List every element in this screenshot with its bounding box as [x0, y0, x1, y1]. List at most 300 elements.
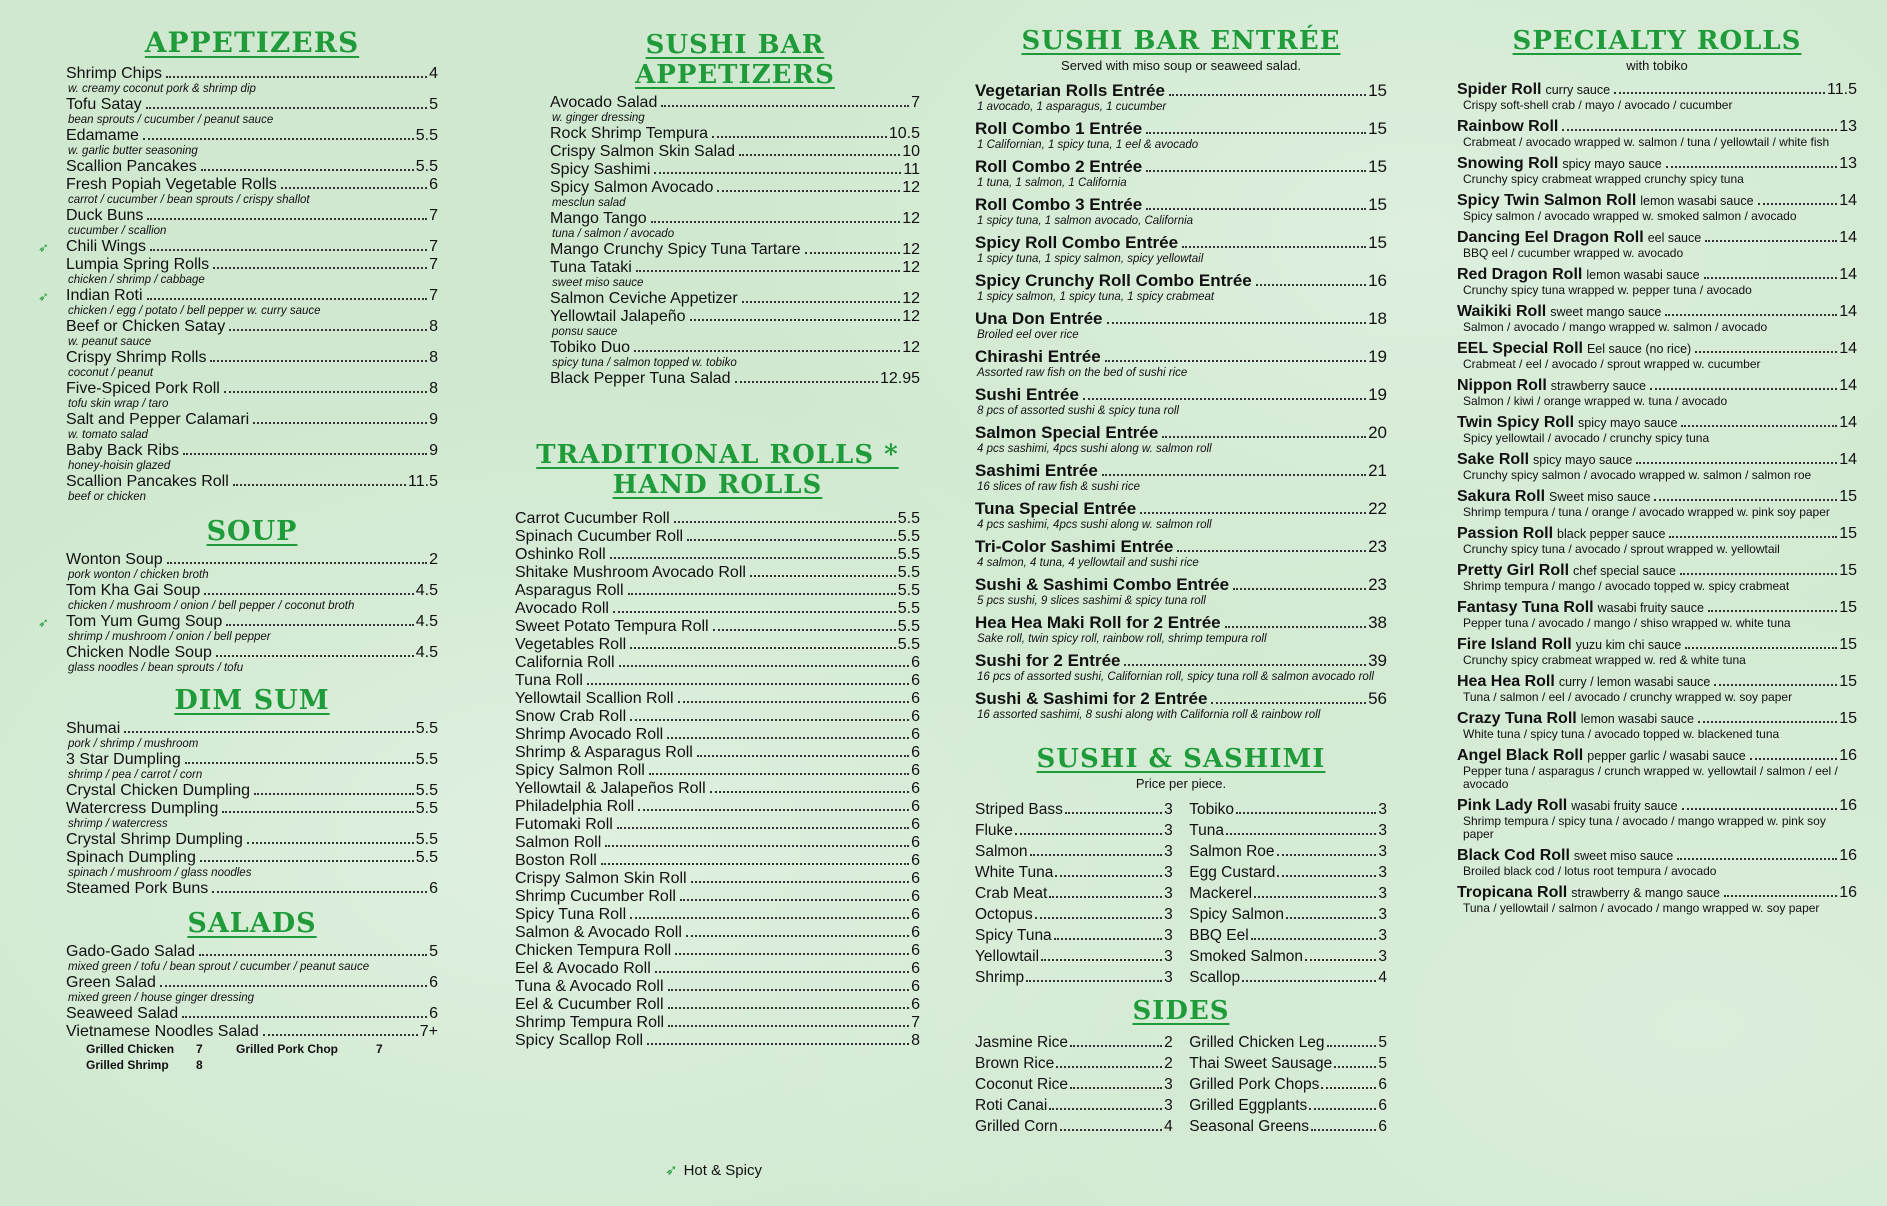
- item-price: 7+: [419, 1023, 438, 1040]
- menu-item: [975, 1032, 1173, 1053]
- dot-leader: [697, 755, 909, 757]
- menu-item: [975, 499, 1387, 532]
- item-name: Shrimp: [975, 969, 1025, 986]
- item-row: [975, 904, 1173, 925]
- item-price: 10: [902, 143, 920, 160]
- menu-item: [975, 799, 1173, 820]
- sushi-sashimi-left: [975, 799, 1173, 988]
- item-row: [1189, 1074, 1387, 1095]
- dot-leader: [1685, 647, 1837, 649]
- item-price: 5.5: [415, 831, 438, 848]
- item-row: [975, 575, 1387, 595]
- dot-leader: [1026, 980, 1162, 982]
- item-row: [975, 1032, 1173, 1053]
- dimsum-list: [66, 720, 438, 898]
- chili-icon: ➶: [38, 615, 49, 630]
- item-price: 3: [1164, 1076, 1173, 1093]
- item-sauce: lemon wasabi sauce: [1640, 194, 1754, 208]
- item-price: 5.5: [897, 636, 920, 653]
- item-name: Yellowtail Jalapeño: [550, 308, 686, 325]
- appetizers-list: [38, 65, 438, 504]
- extra-label: Grilled Chicken: [86, 1042, 175, 1056]
- menu-item: [1189, 946, 1387, 967]
- item-price: 6: [911, 672, 920, 689]
- item-row: [66, 1023, 438, 1041]
- menu-item: [975, 575, 1387, 608]
- item-sauce: black pepper sauce: [1557, 527, 1666, 541]
- item-row: [975, 157, 1387, 177]
- item-row: [1457, 636, 1857, 654]
- dot-leader: [253, 422, 427, 424]
- item-row: [1457, 710, 1857, 728]
- item-row: [1189, 799, 1387, 820]
- item-name: Tuna & Avocado Roll: [515, 978, 664, 995]
- menu-item: [515, 906, 920, 924]
- item-row: [1189, 925, 1387, 946]
- item-price: 6: [911, 762, 920, 779]
- item-name: Snowing Roll: [1457, 155, 1559, 172]
- dot-leader: [630, 719, 909, 721]
- item-name: Una Don Entrée: [975, 309, 1103, 328]
- menu-item: [515, 852, 920, 870]
- item-price: 16: [1368, 271, 1387, 290]
- item-name: Crispy Salmon Skin Salad: [550, 143, 735, 160]
- column-4: [1457, 0, 1857, 1206]
- item-name: Sushi for 2 Entrée: [975, 651, 1121, 670]
- item-name: Mackerel: [1189, 885, 1253, 902]
- item-description: Crabmeat / eel / avocado / sprout wrapped w. cucumber: [1463, 357, 1761, 371]
- item-price: 14: [1839, 451, 1857, 468]
- item-price: 6: [911, 654, 920, 671]
- item-price: 4.5: [415, 582, 438, 599]
- menu-item: [515, 960, 920, 978]
- item-row: [975, 841, 1173, 862]
- item-row: [975, 233, 1387, 253]
- menu-item: [550, 161, 920, 179]
- item-price: 8: [911, 1032, 920, 1049]
- dot-leader: [587, 683, 909, 685]
- item-row: [550, 125, 920, 143]
- dot-leader: [1105, 360, 1366, 362]
- extra-price: 7: [196, 1042, 203, 1056]
- item-name: Tuna Roll: [515, 672, 583, 689]
- item-name: Fluke: [975, 822, 1013, 839]
- menu-item: [975, 925, 1173, 946]
- item-row: [66, 158, 438, 176]
- menu-item: [1457, 747, 1857, 791]
- menu-item: [66, 207, 438, 238]
- menu-item: [550, 210, 920, 241]
- item-row: [515, 924, 920, 942]
- item-description: White tuna / spicy tuna / avocado topped w. blackened tuna: [1463, 727, 1780, 741]
- dot-leader: [143, 138, 414, 140]
- item-price: 7: [429, 256, 438, 273]
- soup-heading: SOUP: [206, 516, 298, 547]
- item-price: 12: [902, 339, 920, 356]
- dot-leader: [610, 557, 896, 559]
- item-name: Crispy Shrimp Rolls: [66, 349, 207, 366]
- item-row: [550, 94, 920, 112]
- dot-leader: [1286, 917, 1376, 919]
- item-name: Wonton Soup: [66, 551, 163, 568]
- item-description: chicken / mushroom / onion / bell pepper / coconut broth: [68, 600, 355, 612]
- menu-item: [1457, 488, 1857, 519]
- item-row: [515, 672, 920, 690]
- item-price: 6: [911, 960, 920, 977]
- item-name: Sweet Potato Tempura Roll: [515, 618, 709, 635]
- item-price: 5.5: [897, 546, 920, 563]
- item-name: Chicken Tempura Roll: [515, 942, 672, 959]
- item-price: 5: [1378, 1034, 1387, 1051]
- menu-item: [66, 551, 438, 582]
- item-name: Coconut Rice: [975, 1076, 1069, 1093]
- item-name: Salmon: [975, 843, 1028, 860]
- item-description: 1 avocado, 1 asparagus, 1 cucumber: [977, 101, 1167, 113]
- item-description: shrimp / pea / carrot / corn: [68, 769, 203, 781]
- item-description: spicy tuna / salmon topped w. tobiko: [552, 357, 737, 369]
- item-price: 11: [903, 161, 920, 178]
- item-row: [515, 546, 920, 564]
- item-description: pork / shrimp / mushroom: [68, 738, 199, 750]
- menu-item: [975, 537, 1387, 570]
- item-price: 3: [1164, 801, 1173, 818]
- item-price: 12.95: [879, 370, 920, 387]
- item-row: [975, 613, 1387, 633]
- item-price: 7: [911, 1014, 920, 1031]
- item-name: Vegetables Roll: [515, 636, 627, 653]
- menu-item: [66, 720, 438, 751]
- item-name: BBQ Eel: [1189, 927, 1249, 944]
- item-description: shrimp / watercress: [68, 818, 168, 830]
- dot-leader: [1242, 980, 1376, 982]
- item-name: Tuna Tataki: [550, 259, 632, 276]
- sushi-sashimi-grid: [975, 799, 1387, 988]
- item-name: Beef or Chicken Satay: [66, 318, 226, 335]
- item-row: [1189, 1053, 1387, 1074]
- item-price: 4: [1378, 969, 1387, 986]
- item-name: Tropicana Roll: [1457, 884, 1568, 901]
- dot-leader: [1060, 1129, 1162, 1131]
- item-price: 5.5: [415, 800, 438, 817]
- menu-item: [515, 1032, 920, 1050]
- dot-leader: [630, 917, 909, 919]
- item-price: 9: [429, 411, 438, 428]
- dot-leader: [1236, 812, 1376, 814]
- item-price: 4.5: [415, 644, 438, 661]
- item-row: [550, 161, 920, 179]
- item-name: Egg Custard: [1189, 864, 1276, 881]
- item-description: Salmon / kiwi / orange wrapped w. tuna / avocado: [1463, 394, 1728, 408]
- sides-left: [975, 1032, 1173, 1137]
- dot-leader: [1054, 938, 1162, 940]
- dot-leader: [1030, 854, 1163, 856]
- item-name: Crispy Salmon Skin Roll: [515, 870, 687, 887]
- item-row: [1457, 599, 1857, 617]
- column-2: [515, 0, 920, 1206]
- item-price: 2: [1164, 1055, 1173, 1072]
- item-sauce: spicy mayo sauce: [1562, 157, 1662, 171]
- sides-right: [1189, 1032, 1387, 1137]
- item-row: [515, 906, 920, 924]
- dimsum-heading: DIM SUM: [174, 685, 330, 716]
- item-price: 6: [1378, 1097, 1387, 1114]
- item-row: [975, 689, 1387, 709]
- item-row: [515, 582, 920, 600]
- item-row: [1457, 525, 1857, 543]
- menu-item: [515, 690, 920, 708]
- item-description: w. garlic butter seasoning: [68, 145, 198, 157]
- dot-leader: [630, 647, 896, 649]
- menu-item: [66, 974, 438, 1005]
- menu-item: [550, 259, 920, 290]
- item-price: 39: [1368, 651, 1387, 670]
- item-description: honey-hoisin glazed: [68, 460, 171, 472]
- item-row: [515, 1032, 920, 1050]
- item-description: Crunchy spicy tuna wrapped w. pepper tuna / avocado: [1463, 283, 1752, 297]
- item-description: chicken / egg / potato / bell pepper w. curry sauce: [68, 305, 321, 317]
- item-name: Black Cod Roll: [1457, 847, 1570, 864]
- menu-item: [975, 1095, 1173, 1116]
- item-description: Shrimp tempura / tuna / orange / avocado wrapped w. pink soy paper: [1463, 505, 1830, 519]
- menu-item: [66, 943, 438, 974]
- item-row: [550, 290, 920, 308]
- dot-leader: [1226, 833, 1376, 835]
- item-price: 3: [1378, 843, 1387, 860]
- item-sauce: spicy mayo sauce: [1533, 453, 1633, 467]
- item-description: 16 assorted sashimi, 8 sushi along with California roll & rainbow roll: [977, 709, 1321, 721]
- dot-leader: [146, 107, 427, 109]
- item-sauce: sweet mango sauce: [1550, 305, 1662, 319]
- item-description: 1 spicy salmon, 1 spicy tuna, 1 spicy crabmeat: [977, 291, 1215, 303]
- dot-leader: [182, 1016, 427, 1018]
- item-price: 5.5: [415, 127, 438, 144]
- item-row: [1457, 747, 1857, 765]
- menu-item: [550, 339, 920, 370]
- item-description: mesclun salad: [552, 197, 626, 209]
- item-price: 3: [1378, 906, 1387, 923]
- item-row: [975, 499, 1387, 519]
- item-price: 6: [911, 852, 920, 869]
- item-row: [1457, 673, 1857, 691]
- dot-leader: [712, 136, 887, 138]
- dot-leader: [1083, 398, 1366, 400]
- dot-leader: [1665, 314, 1837, 316]
- item-name: Brown Rice: [975, 1055, 1055, 1072]
- dot-leader: [1015, 833, 1162, 835]
- item-price: 6: [911, 798, 920, 815]
- item-name: Tri-Color Sashimi Entrée: [975, 537, 1174, 556]
- menu-item: [66, 831, 438, 849]
- dot-leader: [691, 881, 909, 883]
- menu-item: [1457, 673, 1857, 704]
- soup-list: [38, 551, 438, 675]
- menu-item: [66, 800, 438, 831]
- item-price: 15: [1368, 195, 1387, 214]
- item-name: Nippon Roll: [1457, 377, 1547, 394]
- item-price: 5.5: [415, 158, 438, 175]
- item-price: 5: [429, 96, 438, 113]
- item-name: Spicy Crunchy Roll Combo Entrée: [975, 271, 1252, 290]
- menu-item: [975, 1116, 1173, 1137]
- item-description: mixed green / tofu / bean sprout / cucumber / peanut sauce: [68, 961, 370, 973]
- dot-leader: [1680, 573, 1837, 575]
- dot-leader: [160, 985, 427, 987]
- menu-item: [66, 96, 438, 127]
- item-name: Gado-Gado Salad: [66, 943, 195, 960]
- item-price: 3: [1164, 927, 1173, 944]
- menu-item: [975, 157, 1387, 190]
- item-description: Sake roll, twin spicy roll, rainbow roll, shrimp tempura roll: [977, 633, 1267, 645]
- dot-leader: [224, 391, 427, 393]
- item-price: 13: [1839, 118, 1857, 135]
- menu-item: [66, 256, 438, 287]
- item-name: Green Salad: [66, 974, 156, 991]
- item-price: 2: [1164, 1034, 1173, 1051]
- item-sauce: chef special sauce: [1573, 564, 1676, 578]
- menu-item: [975, 862, 1173, 883]
- menu-item: [1457, 525, 1857, 556]
- item-name: Steamed Pork Buns: [66, 880, 209, 897]
- item-row: [515, 654, 920, 672]
- dot-leader: [1211, 702, 1366, 704]
- menu-item: [1189, 820, 1387, 841]
- item-name: Chicken Nodle Soup: [66, 644, 212, 661]
- dot-leader: [1650, 388, 1837, 390]
- dot-leader: [651, 221, 901, 223]
- dot-leader: [1146, 132, 1366, 134]
- menu-item: [1189, 1095, 1387, 1116]
- item-sauce: Eel sauce (no rice): [1586, 342, 1692, 356]
- item-price: 16: [1839, 747, 1857, 764]
- traditional-rolls-title-line1: TRADITIONAL ROLLS *: [536, 440, 899, 470]
- menu-item: [975, 81, 1387, 114]
- item-description: 1 Californian, 1 spicy tuna, 1 eel & avocado: [977, 139, 1199, 151]
- menu-item: [975, 119, 1387, 152]
- extra-price: 7: [376, 1042, 383, 1056]
- dot-leader: [1102, 474, 1366, 476]
- menu-item: [1189, 799, 1387, 820]
- menu-item: [515, 816, 920, 834]
- item-name: Fresh Popiah Vegetable Rolls: [66, 176, 277, 193]
- item-row: [1457, 451, 1857, 469]
- item-price: 6: [911, 870, 920, 887]
- item-price: 12: [902, 210, 920, 227]
- item-row: [1457, 562, 1857, 580]
- item-description: 1 tuna, 1 salmon, 1 California: [977, 177, 1127, 189]
- item-name: Grilled Pork Chops: [1189, 1076, 1320, 1093]
- menu-item: [66, 127, 438, 158]
- menu-item: [975, 309, 1387, 342]
- item-name: Spicy Scallop Roll: [515, 1032, 644, 1049]
- dot-leader: [1758, 203, 1838, 205]
- item-row: [975, 799, 1173, 820]
- menu-item: [1457, 303, 1857, 334]
- sushi-sashimi-heading: SUSHI & SASHIMI: [1036, 744, 1326, 774]
- item-price: 15: [1839, 562, 1857, 579]
- entree-heading: SUSHI BAR ENTRÉE: [1021, 26, 1341, 56]
- item-row: [1457, 377, 1857, 395]
- dot-leader: [147, 218, 427, 220]
- item-price: 12: [902, 179, 920, 196]
- menu-item: [975, 271, 1387, 304]
- item-price: 15: [1839, 599, 1857, 616]
- item-name: Futomaki Roll: [515, 816, 613, 833]
- menu-item: [550, 370, 920, 388]
- item-name: Spicy Tuna Roll: [515, 906, 627, 923]
- menu-item: [515, 510, 920, 528]
- dot-leader: [710, 791, 909, 793]
- dot-leader: [750, 575, 896, 577]
- item-description: bean sprouts / cucumber / peanut sauce: [68, 114, 274, 126]
- dot-leader: [654, 172, 901, 174]
- specialty-rolls-subtitle: with tobiko: [1626, 58, 1688, 73]
- dot-leader: [147, 298, 428, 300]
- item-name: Snow Crab Roll: [515, 708, 627, 725]
- dot-leader: [263, 1034, 418, 1036]
- item-name: Seasonal Greens: [1189, 1118, 1310, 1135]
- item-name: Shrimp Cucumber Roll: [515, 888, 676, 905]
- menu-item: [1189, 841, 1387, 862]
- menu-item: [550, 94, 920, 125]
- item-name: Black Pepper Tuna Salad: [550, 370, 731, 387]
- item-row: [975, 883, 1173, 904]
- item-price: 6: [429, 176, 438, 193]
- item-name: Sake Roll: [1457, 451, 1530, 468]
- menu-item: [38, 238, 438, 256]
- item-price: 6: [911, 708, 920, 725]
- item-description: ponsu sauce: [552, 326, 618, 338]
- menu-item: [1457, 884, 1857, 915]
- item-price: 6: [429, 880, 438, 897]
- menu-item: [66, 442, 438, 473]
- item-name: Spicy Roll Combo Entrée: [975, 233, 1179, 252]
- item-sauce: curry sauce: [1545, 83, 1611, 97]
- menu-item: [515, 744, 920, 762]
- item-row: [1457, 797, 1857, 815]
- item-price: 6: [911, 690, 920, 707]
- dot-leader: [167, 562, 427, 564]
- item-name: EEL Special Roll: [1457, 340, 1583, 357]
- item-row: [515, 744, 920, 762]
- dot-leader: [1251, 938, 1377, 940]
- item-price: 8: [429, 318, 438, 335]
- item-price: 14: [1839, 377, 1857, 394]
- item-price: 23: [1368, 537, 1387, 556]
- item-name: Crab Meat: [975, 885, 1048, 902]
- item-price: 6: [911, 780, 920, 797]
- item-price: 23: [1368, 575, 1387, 594]
- dot-leader: [1750, 758, 1838, 760]
- item-price: 15: [1839, 488, 1857, 505]
- item-row: [66, 65, 438, 83]
- item-row: [1189, 1032, 1387, 1053]
- item-row: [1457, 266, 1857, 284]
- item-price: 6: [911, 942, 920, 959]
- specialty-rolls-list: [1457, 81, 1857, 915]
- item-price: 2: [429, 551, 438, 568]
- item-row: [1189, 904, 1387, 925]
- item-sauce: yuzu kim chi sauce: [1575, 638, 1682, 652]
- item-row: [975, 423, 1387, 443]
- appetizers-heading: APPETIZERS: [144, 26, 360, 59]
- dot-leader: [1107, 322, 1367, 324]
- item-description: Crunchy spicy crabmeat wrapped w. red & white tuna: [1463, 653, 1746, 667]
- item-name: Lumpia Spring Rolls: [66, 256, 210, 273]
- item-price: 6: [429, 974, 438, 991]
- item-price: 8: [429, 380, 438, 397]
- item-description: 16 pcs of assorted sushi, Californian roll, spicy tuna roll & salmon avocado roll: [977, 671, 1374, 683]
- item-price: 5.5: [415, 849, 438, 866]
